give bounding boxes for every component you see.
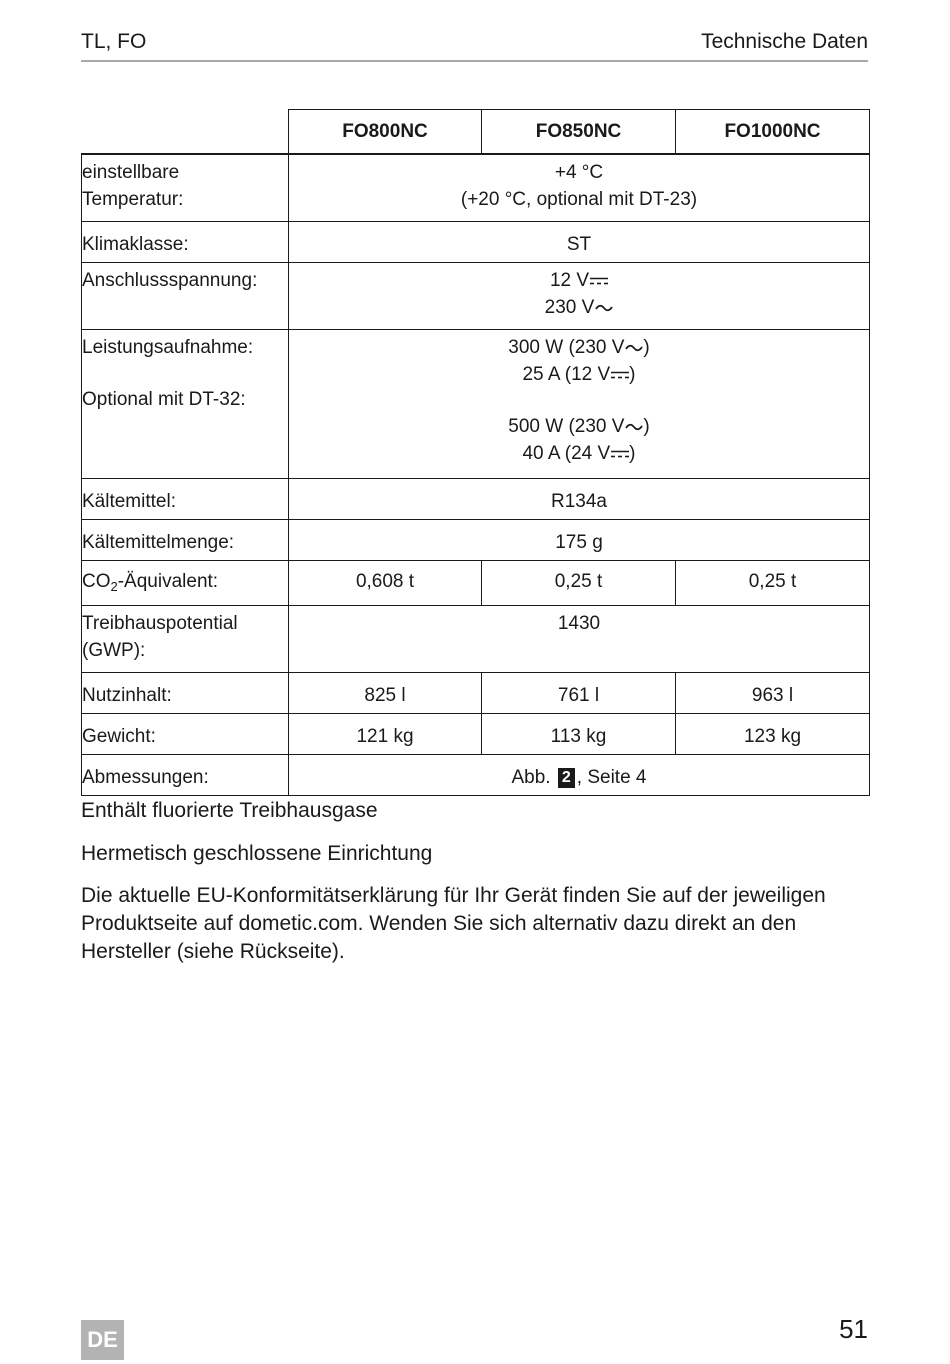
row-value-voltage [289, 263, 870, 330]
weight-value-3: 123 kg [676, 714, 870, 755]
row-value-dimensions [289, 755, 870, 796]
table-row-gwp [82, 606, 870, 673]
paragraph-conformity: Die aktuelle EU-Konformitätserklärung für Ihr Gerät finden Sie auf der jeweiligen Produktseite auf dometic.com. Wenden Sie sich alternativ dazu direkt an den Hersteller (siehe Rückseite). [81, 884, 826, 963]
table-row-refrigerant [82, 479, 870, 520]
ac-symbol-icon [625, 343, 643, 353]
table-row-weight [82, 714, 870, 755]
table-header-row [82, 110, 870, 155]
temperature-label-line2: Temperatur: [82, 189, 184, 210]
temperature-value-line2: (+20 °C, optional mit DT-23) [460, 189, 698, 210]
ac-symbol-icon [595, 303, 613, 313]
paragraph-hermetic: Hermetisch geschlossene Einrichtung [81, 842, 433, 865]
paragraph-fluorinated-gases: Enthält fluorierte Treibhausgase [81, 799, 378, 822]
temperature-label-line1: einstellbare [82, 162, 180, 183]
table-row-temperature [82, 154, 870, 222]
co2-value-1: 0,608 t [289, 561, 482, 606]
volume-value-2: 761 l [482, 673, 676, 714]
spec-table [81, 109, 870, 796]
table-row-refrigerant-amount [82, 520, 870, 561]
co2-label-sub: 2 [110, 579, 118, 594]
header-right: Technische Daten [701, 30, 868, 53]
power-line4: 40 A (24 V [522, 443, 611, 464]
ac-symbol-icon [625, 422, 643, 432]
row-label-weight: Gewicht: [82, 714, 289, 755]
row-label-co2 [82, 561, 289, 606]
power-line1: 300 W (230 V [508, 337, 625, 358]
header-left: TL, FO [81, 30, 147, 53]
voltage-ac-value: 230 V [544, 297, 595, 318]
power-optional-label: Optional mit DT-32: [82, 389, 246, 410]
row-value-gwp: 1430 [289, 606, 870, 673]
page-number: 51 [839, 1314, 868, 1344]
weight-value-1: 121 kg [289, 714, 482, 755]
header-rule [81, 60, 868, 62]
row-label-gwp [82, 606, 289, 673]
header-blank-cell [82, 110, 289, 155]
row-label-climate: Klimaklasse: [82, 222, 289, 263]
volume-value-3: 963 l [676, 673, 870, 714]
table-row-co2 [82, 561, 870, 606]
row-value-refrigerant: R134a [289, 479, 870, 520]
dc-symbol-icon [611, 449, 629, 459]
row-value-power [289, 330, 870, 479]
power-line1-close: ) [643, 337, 650, 358]
figure-number-badge: 2 [558, 768, 575, 788]
power-label: Leistungsaufnahme: [82, 337, 254, 358]
dc-symbol-icon [611, 370, 629, 380]
row-label-refrigerant: Kältemittel: [82, 479, 289, 520]
model-header-1: FO800NC [289, 110, 482, 155]
model-header-2: FO850NC [482, 110, 676, 155]
row-value-refrigerant-amount: 175 g [289, 520, 870, 561]
power-line2-close: ) [629, 364, 636, 385]
row-label-refrigerant-amount: Kältemittelmenge: [82, 520, 289, 561]
row-label-dimensions: Abmessungen: [82, 755, 289, 796]
row-value-temperature [289, 154, 870, 222]
table-row-power [82, 330, 870, 479]
co2-value-2: 0,25 t [482, 561, 676, 606]
gwp-label-line2: (GWP): [82, 640, 146, 661]
co2-value-3: 0,25 t [676, 561, 870, 606]
dimensions-prefix: Abb. [511, 767, 551, 788]
volume-value-1: 825 l [289, 673, 482, 714]
power-line2: 25 A (12 V [522, 364, 611, 385]
row-label-volume: Nutzinhalt: [82, 673, 289, 714]
temperature-value-line1: +4 °C [554, 162, 604, 183]
row-label-voltage: Anschlussspannung: [82, 263, 289, 330]
row-label-power [82, 330, 289, 479]
table-row-climate [82, 222, 870, 263]
gwp-label-line1: Treibhauspotential [82, 613, 238, 634]
power-line4-close: ) [629, 443, 636, 464]
power-line3-close: ) [643, 416, 650, 437]
voltage-dc-value: 12 V [549, 270, 590, 291]
row-value-climate: ST [289, 222, 870, 263]
language-badge: DE [81, 1320, 124, 1360]
table-row-dimensions [82, 755, 870, 796]
co2-label-pre: CO [82, 571, 111, 592]
co2-label-post: -Äquivalent: [117, 571, 219, 592]
weight-value-2: 113 kg [482, 714, 676, 755]
model-header-3: FO1000NC [676, 110, 870, 155]
dimensions-suffix: , Seite 4 [576, 767, 647, 788]
table-row-voltage [82, 263, 870, 330]
row-label-temperature [82, 154, 289, 222]
dc-symbol-icon [590, 276, 608, 286]
table-row-volume [82, 673, 870, 714]
power-line3: 500 W (230 V [508, 416, 625, 437]
